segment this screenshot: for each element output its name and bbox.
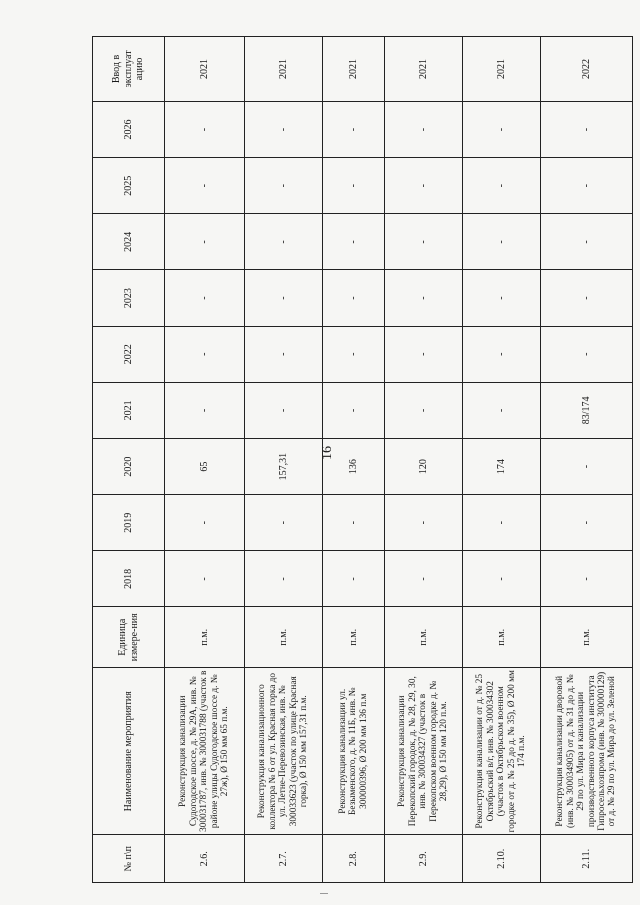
unit-cell: п.м.	[323, 607, 385, 668]
year-value-cell: 120	[385, 438, 463, 494]
header-name: Наименование мероприятия	[93, 668, 165, 835]
year-value-cell: -	[245, 495, 323, 551]
table-row	[541, 37, 633, 883]
year-value-cell: -	[463, 270, 541, 326]
year-value-cell: -	[385, 551, 463, 607]
commission-year: 2021	[385, 37, 463, 102]
row-number: 2.9.	[385, 835, 463, 883]
measure-name: Реконструкция канализации Судогодское шоссе, д. № 29А, инв. № 300031787, инв. № 300031788 (участок в районе улицы Судогодское шоссе д. № 27ж), Ø 150 мм 65 п.м.	[165, 668, 245, 835]
unit-cell: п.м.	[165, 607, 245, 668]
year-value-cell: -	[541, 270, 633, 326]
year-value-cell: -	[463, 326, 541, 382]
header-year: 2022	[93, 326, 165, 382]
commission-year: 2021	[463, 37, 541, 102]
year-value-cell: -	[245, 101, 323, 157]
unit-cell: п.м.	[245, 607, 323, 668]
year-value-cell: -	[245, 326, 323, 382]
year-value-cell: -	[385, 495, 463, 551]
year-value-cell: -	[541, 495, 633, 551]
measure-name: Реконструкция канализационного коллектора № 6 от ул. Красная горка до ул. Летне-Перевозинская, инв. № 300033623 (участок по улице Красная горка), Ø 150 мм 157,31 п.м.	[245, 668, 323, 835]
year-value-cell: -	[165, 326, 245, 382]
table-body	[165, 37, 633, 883]
measure-name: Реконструкция канализации ул. Безыменского, д. № 11Б, инв. № 300000396, Ø 200 мм 136 п.м	[323, 668, 385, 835]
year-value-cell: -	[245, 158, 323, 214]
year-value-cell: -	[165, 495, 245, 551]
row-number: 2.11.	[541, 835, 633, 883]
year-value-cell: -	[463, 101, 541, 157]
year-value-cell: -	[541, 158, 633, 214]
table-row	[323, 37, 385, 883]
table-row	[385, 37, 463, 883]
commission-year: 2021	[323, 37, 385, 102]
table-row	[245, 37, 323, 883]
header-year: 2021	[93, 382, 165, 438]
measures-table	[92, 36, 633, 883]
year-value-cell: -	[323, 101, 385, 157]
year-value-cell: -	[385, 158, 463, 214]
unit-cell: п.м.	[463, 607, 541, 668]
measure-name: Реконструкция канализации от д. № 25 Октябрьский в/г, инв. № 300034302 (участок в Октябрьском военном городке от д. № 25 до д. № 35), Ø 200 мм 174 п.м.	[463, 668, 541, 835]
header-unit: Единица измере-ния	[93, 607, 165, 668]
year-value-cell: 83/174	[541, 382, 633, 438]
commission-year: 2021	[245, 37, 323, 102]
header-year: 2019	[93, 495, 165, 551]
measure-name: Реконструкция канализации Перекопский городок, д. № 28, 29, 30, инв. № 300034327 (участок в Перекопском военном городке д. № 28,29), Ø 150 мм 120 п.м.	[385, 668, 463, 835]
year-value-cell: -	[463, 382, 541, 438]
year-value-cell: -	[463, 214, 541, 270]
divider	[320, 893, 328, 894]
year-value-cell: -	[323, 326, 385, 382]
table-row	[463, 37, 541, 883]
year-value-cell: -	[323, 270, 385, 326]
year-value-cell: -	[245, 214, 323, 270]
year-value-cell: -	[165, 158, 245, 214]
year-value-cell: -	[323, 495, 385, 551]
year-value-cell: -	[385, 382, 463, 438]
year-value-cell: -	[385, 214, 463, 270]
year-value-cell: -	[385, 101, 463, 157]
row-number: 2.6.	[165, 835, 245, 883]
row-number: 2.8.	[323, 835, 385, 883]
year-value-cell: -	[541, 214, 633, 270]
year-value-cell: -	[245, 382, 323, 438]
year-value-cell: -	[165, 214, 245, 270]
year-value-cell: -	[323, 158, 385, 214]
table-row	[165, 37, 245, 883]
unit-cell: п.м.	[385, 607, 463, 668]
year-value-cell: -	[245, 270, 323, 326]
header-year: 2024	[93, 214, 165, 270]
year-value-cell: -	[323, 214, 385, 270]
year-value-cell: -	[323, 551, 385, 607]
year-value-cell: 65	[165, 438, 245, 494]
header-year: 2020	[93, 438, 165, 494]
year-value-cell: -	[463, 551, 541, 607]
year-value-cell: -	[541, 101, 633, 157]
year-value-cell: -	[541, 326, 633, 382]
year-value-cell: -	[385, 270, 463, 326]
page-number: 16	[320, 446, 335, 460]
year-value-cell: -	[323, 382, 385, 438]
row-number: 2.10.	[463, 835, 541, 883]
header-commission: Ввод в эксплуат ацию	[93, 37, 165, 102]
header-year: 2018	[93, 551, 165, 607]
year-value-cell: 157,31	[245, 438, 323, 494]
header-year: 2026	[93, 101, 165, 157]
header-year: 2023	[93, 270, 165, 326]
year-value-cell: -	[245, 551, 323, 607]
year-value-cell: -	[463, 158, 541, 214]
header-year: 2025	[93, 158, 165, 214]
header-row	[93, 37, 165, 883]
unit-cell: п.м.	[541, 607, 633, 668]
year-value-cell: -	[165, 382, 245, 438]
year-value-cell: -	[385, 326, 463, 382]
year-value-cell: -	[541, 438, 633, 494]
row-number: 2.7.	[245, 835, 323, 883]
year-value-cell: -	[165, 270, 245, 326]
year-value-cell: 136	[323, 438, 385, 494]
year-value-cell: -	[165, 101, 245, 157]
year-value-cell: -	[463, 495, 541, 551]
commission-year: 2021	[165, 37, 245, 102]
year-value-cell: 174	[463, 438, 541, 494]
table-container	[92, 36, 622, 883]
measure-name: Реконструкция канализации дворовой (инв. № 300034905) от д. № 31 до д. № 29 по ул. Мира и канализации производственного корпуса института Гипросельхозпрома (инв. № 300000129) от д. № 29 по ул. Мира до ул. Зеленой	[541, 668, 633, 835]
header-num: № п\п	[93, 835, 165, 883]
year-value-cell: -	[165, 551, 245, 607]
commission-year: 2022	[541, 37, 633, 102]
year-value-cell: -	[541, 551, 633, 607]
